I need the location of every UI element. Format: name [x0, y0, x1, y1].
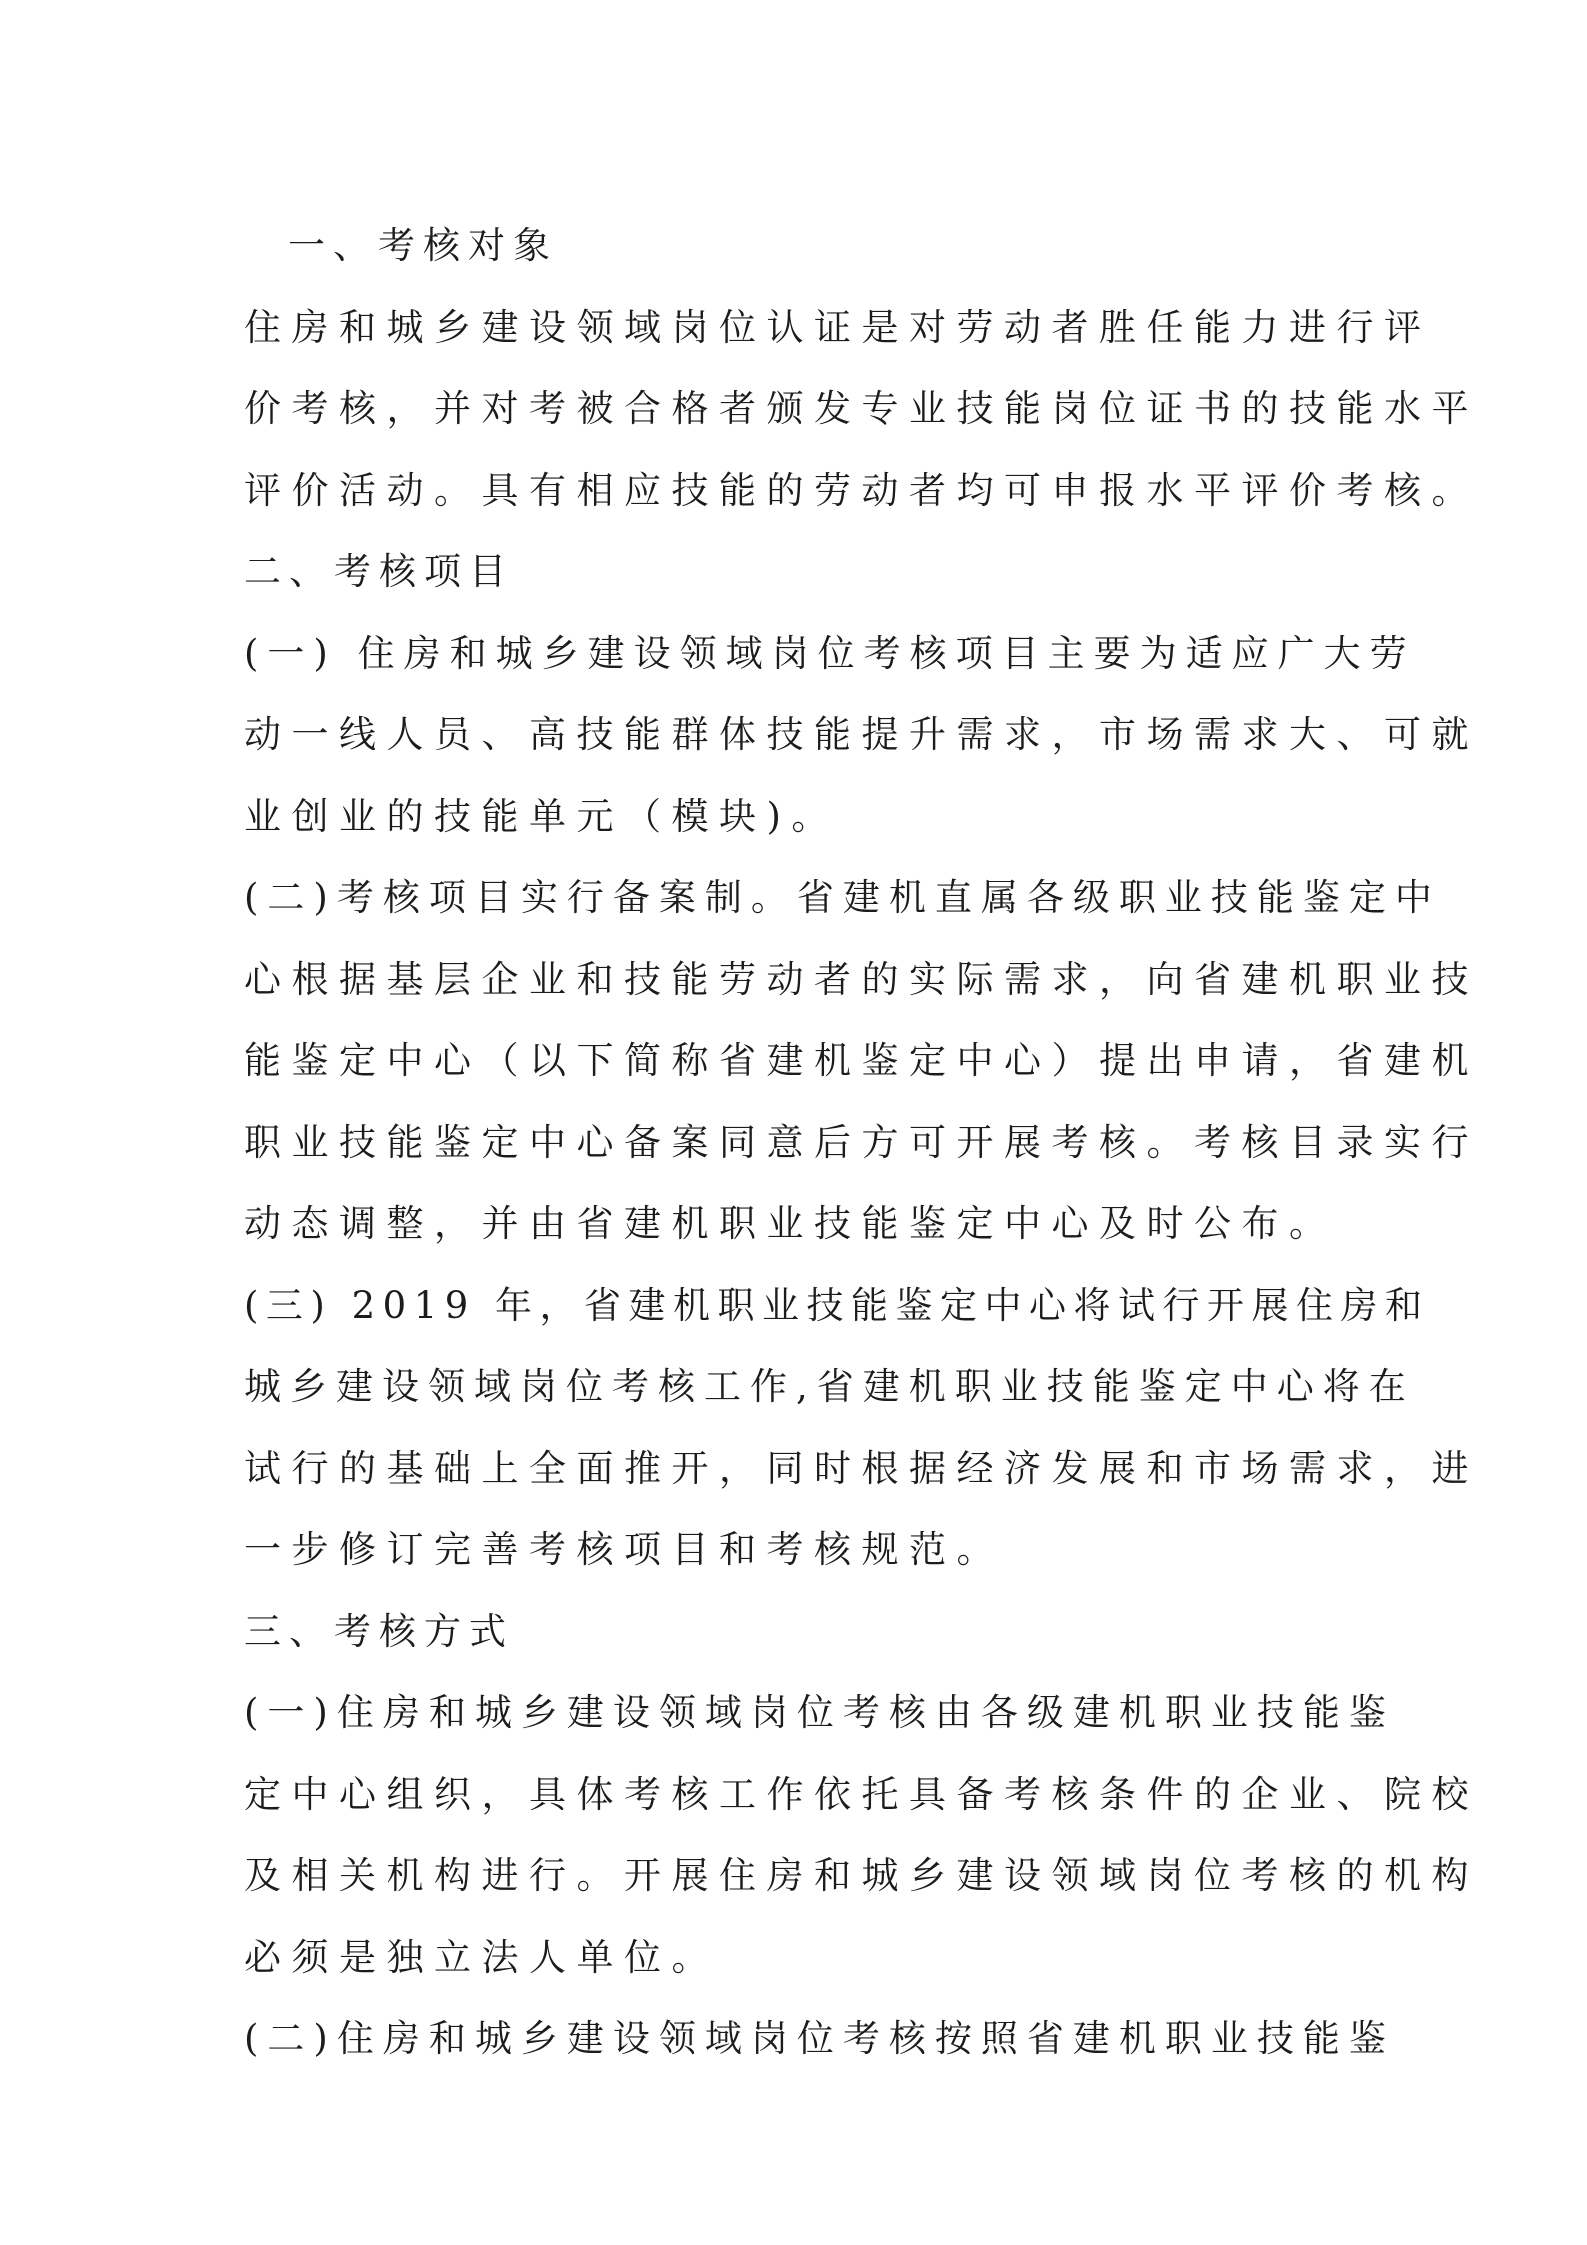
- paragraph-line: 试行的基础上全面推开，同时根据经济发展和市场需求，进: [244, 1446, 1479, 1490]
- paragraph-line: 必须是独立法人单位。: [244, 1935, 719, 1979]
- section-heading-1: 一、考核对象: [288, 224, 558, 267]
- document-body: [244, 205, 1479, 2080]
- paragraph-line: 业创业的技能单元（模块)。: [244, 794, 839, 838]
- paragraph-line: 价考核，并对考被合格者颁发专业技能岗位证书的技能水平: [244, 387, 1479, 430]
- paragraph-line: (一) 住房和城乡建设领域岗位考核项目主要为适应广大劳: [244, 631, 1416, 675]
- paragraph-line: (一)住房和城乡建设领域岗位考核由各级建机职业技能鉴: [244, 1691, 1395, 1734]
- paragraph-line: 住房和城乡建设领域岗位认证是对劳动者胜任能力进行评: [244, 305, 1432, 349]
- paragraph-line: 职业技能鉴定中心备案同意后方可开展考核。考核目录实行: [244, 1120, 1479, 1164]
- paragraph-line: 动一线人员、高技能群体技能提升需求，市场需求大、可就: [244, 713, 1479, 756]
- paragraph-line: (二)住房和城乡建设领域岗位考核按照省建机职业技能鉴: [244, 2017, 1395, 2060]
- section-heading-3: 三、考核方式: [244, 1609, 514, 1653]
- paragraph-line: (二)考核项目实行备案制。省建机直属各级职业技能鉴定中: [244, 876, 1441, 919]
- paragraph-line: 评价活动。具有相应技能的劳动者均可申报水平评价考核。: [244, 468, 1479, 512]
- paragraph-line: 能鉴定中心（以下简称省建机鉴定中心）提出申请，省建机: [244, 1039, 1479, 1082]
- section-heading-2: 二、考核项目: [244, 550, 514, 593]
- paragraph-line: 定中心组织，具体考核工作依托具备考核条件的企业、院校: [244, 1772, 1479, 1816]
- paragraph-line: 城乡建设领域岗位考核工作,省建机职业技能鉴定中心将在: [244, 1365, 1415, 1408]
- paragraph-line: 动态调整，并由省建机职业技能鉴定中心及时公布。: [244, 1202, 1337, 1245]
- paragraph-line: 及相关机构进行。开展住房和城乡建设领域岗位考核的机构: [244, 1854, 1479, 1897]
- paragraph-line: (三) 2019 年，省建机职业技能鉴定中心将试行开展住房和: [244, 1283, 1430, 1327]
- paragraph-line: 心根据基层企业和技能劳动者的实际需求，向省建机职业技: [244, 957, 1479, 1001]
- paragraph-line: 一步修订完善考核项目和考核规范。: [244, 1528, 1004, 1571]
